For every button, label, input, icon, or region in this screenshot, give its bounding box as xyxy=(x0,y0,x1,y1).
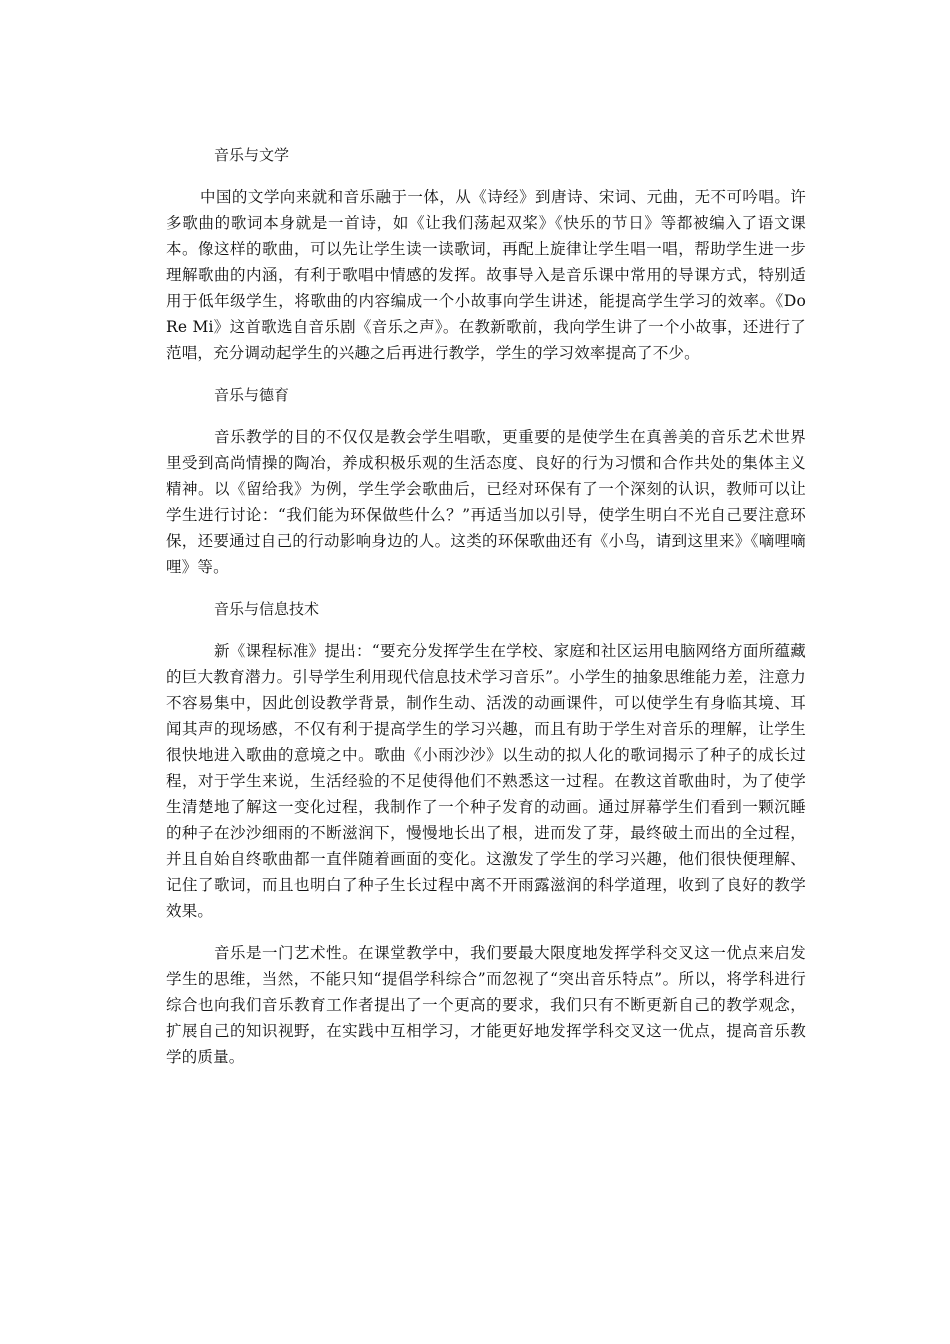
section-heading-music-moral: 音乐与德育 xyxy=(214,386,290,404)
section-body-music-literature: 中国的文学向来就和音乐融于一体，从《诗经》到唐诗、宋词、元曲，无不可吟唱。许多歌曲的歌词本身就是一首诗，如《让我们荡起双桨》《快乐的节日》等都被编入了语文课本。像这样的歌曲，可以先让学生读一读歌词，再配上旋律让学生唱一唱，帮助学生进一步理解歌曲的内涵，有利于歌唱中情感的发挥。故事导入是音乐课中常用的导课方式，特别适用于低年级学生，将歌曲的内容编成一个小故事向学生讲述，能提高学生学习的效率。《Do Re Mi》这首歌选自音乐剧《音乐之声》。在教新歌前，我向学生讲了一个小故事，还进行了范唱，充分调动起学生的兴趣之后再进行教学，学生的学习效率提高了不少。 xyxy=(166,188,806,362)
spacer xyxy=(166,622,806,638)
spacer xyxy=(166,408,806,424)
spacer xyxy=(166,924,806,940)
conclusion-paragraph: 音乐是一门艺术性。在课堂教学中，我们要最大限度地发挥学科交叉这一优点来启发学生的思维，当然，不能只知“提倡学科综合”而忽视了“突出音乐特点”。所以，将学科进行综合也向我们音乐教育工作者提出了一个更高的要求，我们只有不断更新自己的教学观念，扩展自己的知识视野，在实践中互相学习，才能更好地发挥学科交叉这一优点，提高音乐教学的质量。 xyxy=(166,944,806,1066)
spacer xyxy=(166,366,806,382)
section-body-music-moral: 音乐教学的目的不仅仅是教会学生唱歌，更重要的是使学生在真善美的音乐艺术世界里受到高尚情操的陶冶，养成积极乐观的生活态度、良好的行为习惯和合作共处的集体主义精神。以《留给我》为例，学生学会歌曲后，已经对环保有了一个深刻的认识，教师可以让学生进行讨论：“我们能为环保做些什么？”再适当加以引导，使学生明白不光自己要注意环保，还要通过自己的行动影响身边的人。这类的环保歌曲还有《小鸟，请到这里来》《嘀哩嘀哩》等。 xyxy=(166,428,806,576)
section-heading-music-literature: 音乐与文学 xyxy=(214,146,290,164)
spacer xyxy=(166,168,806,184)
section-body-music-it: 新《课程标准》提出：“要充分发挥学生在学校、家庭和社区运用电脑网络方面所蕴藏的巨大教育潜力。引导学生利用现代信息技术学习音乐”。小学生的抽象思维能力差，注意力不容易集中，因此创设教学背景，制作生动、活泼的动画课件，可以使学生有身临其境、耳闻其声的现场感，不仅有利于提高学生的学习兴趣，而且有助于学生对音乐的理解，让学生很快地进入歌曲的意境之中。歌曲《小雨沙沙》以生动的拟人化的歌词揭示了种子的成长过程，对于学生来说，生活经验的不足使得他们不熟悉这一过程。在教这首歌曲时，为了使学生清楚地了解这一变化过程，我制作了一个种子发育的动画。通过屏幕学生们看到一颗沉睡的种子在沙沙细雨的不断滋润下，慢慢地长出了根，进而发了芽，最终破土而出的全过程，并且自始自终歌曲都一直伴随着画面的变化。这激发了学生的学习兴趣，他们很快便理解、记住了歌词，而且也明白了种子生长过程中离不开雨露滋润的科学道理，收到了良好的教学效果。 xyxy=(166,642,806,920)
spacer xyxy=(166,580,806,596)
section-heading-music-it: 音乐与信息技术 xyxy=(214,600,320,618)
document-content xyxy=(166,142,806,1070)
